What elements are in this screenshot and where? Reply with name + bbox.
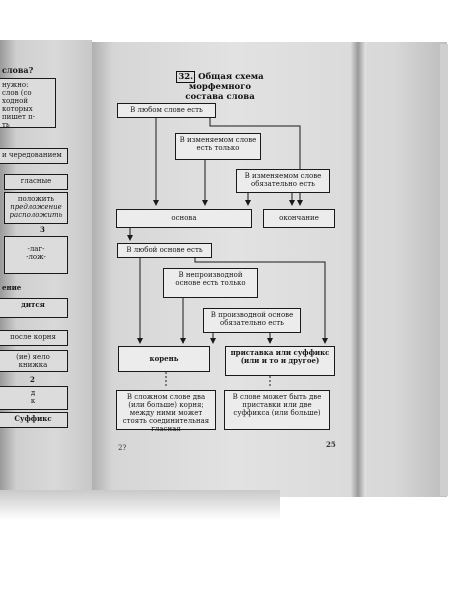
box-complex-word: В сложном слове два (или больше) корня; между ними может стоять соединительная гласная: [116, 390, 216, 430]
title-text: Общая схема морфемного: [188, 72, 264, 92]
left-alternation-box: и чередованием: [0, 148, 68, 164]
left-writes-box: дится: [0, 298, 68, 318]
box-nonderived-stem: В непроизводной основе есть только: [163, 268, 258, 298]
left-line: слов (со ходной: [2, 89, 32, 105]
title-line-2: состава слова: [185, 92, 255, 102]
box-any-word: В любом слове есть: [117, 103, 216, 118]
left-line: которых пишет п-: [2, 105, 36, 121]
left-line: -лаг-: [27, 245, 45, 253]
box-ending: окончание: [263, 209, 335, 228]
left-header: слова?: [2, 65, 34, 75]
box-prefix-suffix: приставка или суффикс (или и то и другое): [225, 346, 335, 376]
left-line: расположить: [9, 211, 63, 219]
left-line: предложение: [10, 203, 62, 211]
page-number-right: 25: [326, 440, 336, 449]
left-suffix-label-box: Суффикс: [0, 412, 68, 428]
left-line: нужно:: [2, 81, 29, 89]
title-number: 32.: [178, 72, 194, 82]
box-stem: основа: [116, 209, 252, 228]
left-section-label: ение: [2, 283, 22, 292]
box-any-stem: В любой основе есть: [117, 243, 212, 258]
left-line: книжка: [18, 361, 48, 369]
box-many-affixes: В слове может быть две приставки или две суффикса (или больше): [224, 390, 330, 430]
left-number-2: 2: [30, 375, 35, 384]
left-after-root-box: после корня: [0, 330, 68, 346]
box-unchangeable-word: В изменяемом слове обязательно есть: [236, 169, 330, 193]
left-number-3: 3: [40, 225, 45, 234]
left-line: д: [30, 389, 36, 397]
left-line: -лож-: [26, 253, 46, 261]
left-vowels-box: гласные: [4, 174, 68, 190]
left-line: ть: [2, 121, 10, 129]
left-line: (ие) яело: [16, 353, 50, 361]
page-number-left: 2?: [118, 444, 127, 452]
box-derived-stem: В производной основе обязательно есть: [203, 308, 301, 333]
left-line: к: [30, 397, 36, 405]
box-changeable-word: В изменяемом слове есть только: [175, 133, 261, 160]
box-root: корень: [118, 346, 210, 372]
left-line: положить: [17, 195, 55, 203]
